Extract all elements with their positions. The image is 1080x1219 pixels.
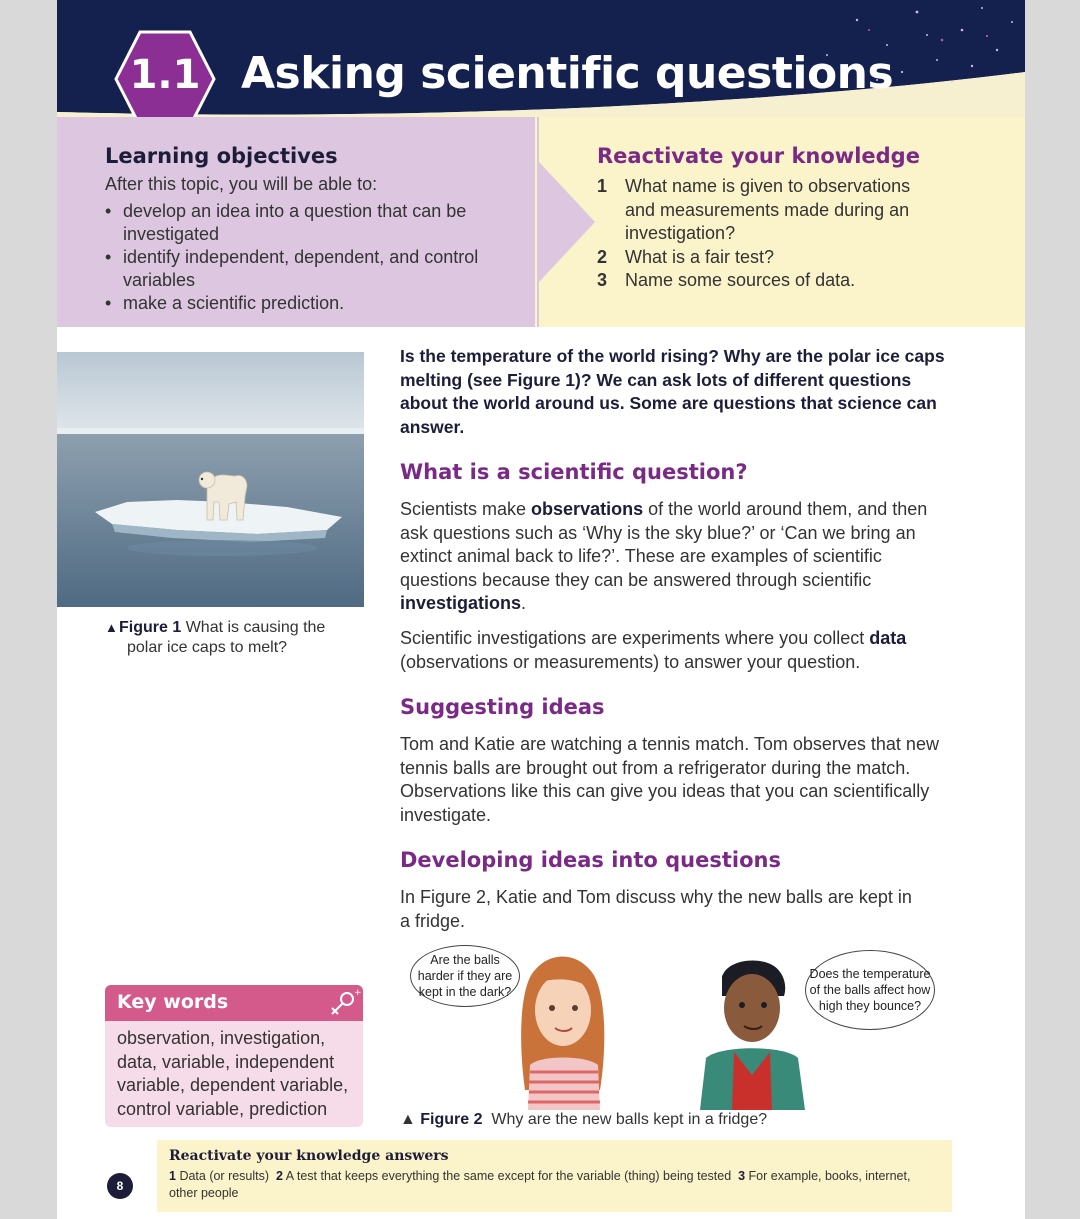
objective-item: • develop an idea into a question that can be investigated (105, 200, 495, 246)
figure1-caption-text-2: polar ice caps to melt? (127, 639, 288, 656)
section-number: 1.1 (129, 52, 201, 98)
figure2-illustration (400, 940, 960, 1110)
answers-title: Reactivate your knowledge answers (169, 1148, 449, 1164)
keyword-investigations: investigations (400, 593, 522, 613)
figure1-label: Figure 1 (119, 619, 182, 636)
key-icon (327, 988, 362, 1018)
reactivate-title: Reactivate your knowledge (597, 144, 920, 168)
objectives-intro: After this topic, you will be able to: (105, 174, 378, 194)
paragraph-suggesting-ideas: Tom and Katie are watching a tennis match. Tom observes that new tennis balls are brought out from a refrigerator during the match. Observations like this can give you ideas that you can scientifically investigate. (400, 734, 939, 825)
answer-text: For example, books, internet, other people (169, 1169, 911, 1200)
textbook-page (57, 0, 1025, 1219)
paragraph-scientific-question (400, 498, 960, 616)
text-run: . (521, 593, 527, 613)
objectives-list (105, 200, 495, 315)
page-number: 8 (107, 1173, 133, 1199)
reactivate-item-number: 1 (597, 176, 608, 196)
text-run: Scientific investigations are experiments where you collect (400, 628, 870, 648)
text-run: (observations or measurements) to answer your question. (400, 651, 861, 672)
reactivate-item-text: What name is given to observations and measurements made during an investigation? (625, 176, 911, 243)
objectives-arrow (537, 117, 597, 327)
answer-text: Data (or results) (179, 1169, 270, 1183)
figure2-caption-text: Why are the new balls kept in a fridge? (491, 1111, 768, 1128)
text-run: Scientists make (400, 499, 532, 519)
figure1-caption-text: What is causing the (185, 619, 326, 636)
answer-text: A test that keeps everything the same except for the variable (thing) being tested (285, 1169, 732, 1183)
tom-speech-bubble: Does the temperature of the balls affect how high they bounce? (805, 950, 935, 1030)
answer-number: 2 (276, 1169, 283, 1183)
paragraph-developing-ideas: In Figure 2, Katie and Tom discuss why the new balls are kept in a fridge. (400, 887, 912, 931)
caption-triangle-icon: ▲ (400, 1111, 421, 1128)
reactivate-item-number: 2 (597, 246, 608, 267)
heading-developing-ideas: Developing ideas into questions (400, 848, 781, 872)
svg-text:+: + (354, 988, 362, 998)
katie-speech-bubble: Are the balls harder if they are kept in the dark? (410, 945, 520, 1007)
paragraph-investigations (400, 627, 960, 674)
keyword-data: data (869, 628, 907, 648)
key-words-title: Key words (117, 991, 229, 1013)
reactivate-item (597, 246, 937, 270)
reactivate-item (597, 175, 937, 246)
caption-triangle-icon: ▲ (105, 620, 118, 635)
answer-number: 1 (169, 1169, 176, 1183)
objectives-title: Learning objectives (105, 144, 338, 168)
answers-text (169, 1168, 929, 1202)
keyword-observations: observations (531, 499, 644, 519)
text-run: of the world around them, and then ask questions such as ‘Why is the sky blue?’ or ‘Can we bring an extinct animal back to life?’. These are examples of scientific questions because they can be answered through scientific (400, 499, 928, 590)
reactivate-item (597, 269, 937, 293)
objective-item: • identify independent, dependent, and control variables (105, 246, 495, 292)
answer-number: 3 (738, 1169, 746, 1183)
figure2-label: Figure 2 (420, 1111, 483, 1128)
intro-paragraph: Is the temperature of the world rising? Why are the polar ice caps melting (see Figure 1)? We can ask lots of different questions about the world around us. Some are questions that science can answer. (400, 346, 945, 437)
heading-suggesting-ideas: Suggesting ideas (400, 695, 605, 719)
page-title: Asking scientific questions (241, 48, 894, 99)
figure1-caption (105, 618, 355, 658)
heading-scientific-question: What is a scientific question? (400, 460, 748, 484)
reactivate-item-text: Name some sources of data. (625, 270, 856, 290)
objective-item: • make a scientific prediction. (105, 292, 495, 315)
reactivate-item-number: 3 (597, 270, 608, 290)
reactivate-list (597, 175, 937, 293)
key-words-list: observation, investigation, data, variable, independent variable, dependent variable, control variable, prediction (117, 1028, 349, 1119)
polar-bear-photo (57, 352, 364, 607)
reactivate-item-text: What is a fair test? (625, 246, 775, 267)
figure2-caption (400, 1111, 767, 1129)
